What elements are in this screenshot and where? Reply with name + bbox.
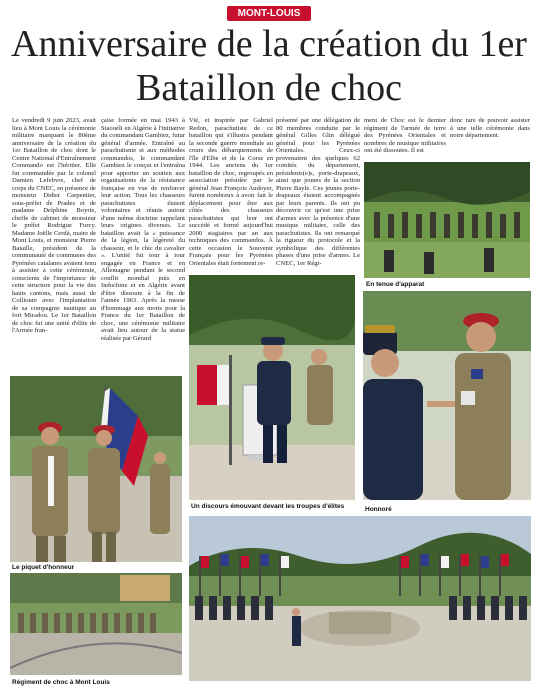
caption-speech: Un discours émouvant devant les troupes d'élites bbox=[191, 503, 345, 510]
text-column-1: Le vendredi 9 juin 2023, avait lieu à Mont Louis la cérémonie militaire marquant le 80ème anniversaire de la création du 1er Bataillon de choc dont le Centre National d'Entraînement Commando est l'héritier. Elle fut commandée par le colonel Damien Lefebvre, chef de corps du CNEC, en présence de monsieur Didier Carpentier, sous-préfet de Prades et de madame Delphine Boyrie, cheffe de cabinet de monsieur le préfet Rodrigue Furcy. Madame Joëlle Cerdà, maire de Mont Louis, et monsieur Pierre Bataille, président de la communauté de communes des Pyrénées catalanes avaient tenu à assister à cette cérémonie, conscients de l'importance de cette structure pour la vie des hauts cantons, mais aussi de Collioure avec l'implantation de sa compagnie nautique au fort Miradou. Le 1er Bataillon de choc fut une unité d'élite de l'Armée fran- bbox=[12, 117, 96, 334]
photo-regiment bbox=[10, 573, 182, 675]
caption-piquet: Le piquet d'honneur bbox=[12, 564, 75, 571]
title-line-1: Anniversaire de la création du 1er bbox=[11, 23, 527, 65]
caption-regiment: Régiment de choc à Mont Louis bbox=[12, 679, 110, 686]
text-column-3: Vié, et inspirée par Gabriel Redon, parachutiste de ce bataillon qui s'illustra pendant la seconde guerre mondiale au cours des débarquements de l'île d'Elbe et de la Corse en 1944. Les anciens du 1er bataillon de choc, regroupés en association présidée par le général Jean François Audoyer, furent nombreux à avoir fait le déplacement pour être aux côtés des chasseurs parachutistes qui leur ont succédé et formé aujourd'hui 2000 stagiaires par an aux techniques des commandos. À cette occasion le Souvenir Français pour les Pyrénées Orientales était fortement re- bbox=[189, 117, 273, 267]
caption-honored: Honnoré bbox=[365, 506, 392, 513]
photo-speech bbox=[189, 275, 355, 500]
section-tag: MONT-LOUIS bbox=[227, 6, 311, 21]
photo-band bbox=[364, 162, 530, 278]
text-column-4: présenté par une délégation de 80 membres conduite par le général Gilles Glin délégué général pour les Pyrénées Orientales. Ceux-ci provenaient des quelques 62 comités du département, présidents(e)s, porte-drapeaux, ainsi que jeunes de la section Pierre Bayle. Ces jeunes porte-drapeaux étaient accompagnés par leurs parents. Ils ont pu découvrir ce qu'est une prise d'armes avec la présence d'une musique militaire, celle des parachutistes. Ils ont remarqué la rigueur du protocole et la symbolique des différentes phases d'une prise d'armes. Le CNEC, 1er Régi- bbox=[276, 117, 360, 267]
photo-piquet-honneur bbox=[10, 376, 182, 562]
article-title bbox=[8, 22, 530, 110]
photo-honored bbox=[363, 291, 531, 500]
photo-ceremony bbox=[189, 516, 531, 681]
caption-band: En tenue d'apparat bbox=[366, 281, 425, 288]
text-column-6: donc rare de pouvoir assister à une telle cérémonie dans notre département. bbox=[450, 117, 530, 139]
text-column-5: ment de Choc est le dernier régiment de l'armée de terre des Pyrénées Orientales et nombres de musique militaires ont été dissoutes. Il est bbox=[364, 117, 446, 154]
text-column-2: çaise formée en mai 1943 à Staouéli en Algérie à l'initiative du commandant Gambiez, futur général d'armée. Entraîné au parachutisme et aux méthodes commandos, le commandant Gambiez le conçut et l'entraîna pour apporter un soutien aux organisations de la résistance française en vue de renforcer leur action. Tous les chasseurs parachutistes étaient volontaires et réunis autour d'une même doctrine rappelant leurs origines diverses. Le bataillon avait la « puissance de la légion, la légèreté du chasseur, et le chic du cavalier ». L'unité fut tour à tour engagée en France et en Allemagne pendant le second conflit mondial puis en Indochine et en Algérie avant d'être dissoute à la fin de l'année 1963. Après la messe d'hommage aux morts pour la France du 1er Bataillon de choc, une cérémonie militaire avait lieu autour de la statue réalisée par Gérard bbox=[101, 117, 185, 342]
title-line-2: Bataillon de choc bbox=[136, 67, 402, 109]
